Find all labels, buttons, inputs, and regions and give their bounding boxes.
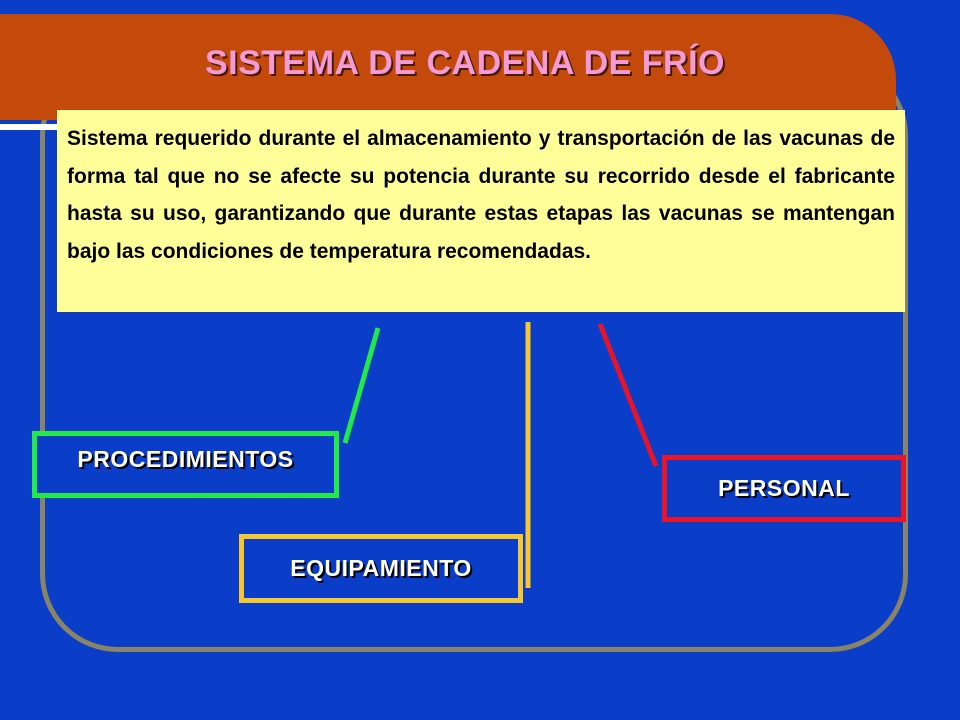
personal-label: PERSONAL bbox=[718, 475, 850, 501]
procedimientos-box bbox=[32, 431, 339, 498]
equipamiento-label: EQUIPAMIENTO bbox=[290, 555, 472, 581]
definition-box: Sistema requerido durante el almacenamiento y transportación de las vacunas de forma tal que no se afecte su potencia durante su recorrido desde el fabricante hasta su uso, garantizando que durante estas etapas las vacunas se mantengan bajo las condiciones de temperatura recomendadas. bbox=[57, 110, 905, 312]
personal-box bbox=[662, 455, 906, 522]
slide-title: SISTEMA DE CADENA DE FRÍO bbox=[204, 44, 725, 82]
procedimientos-label: PROCEDIMIENTOS bbox=[77, 446, 294, 472]
equipamiento-box bbox=[239, 534, 523, 603]
banner-stripe bbox=[0, 124, 60, 130]
